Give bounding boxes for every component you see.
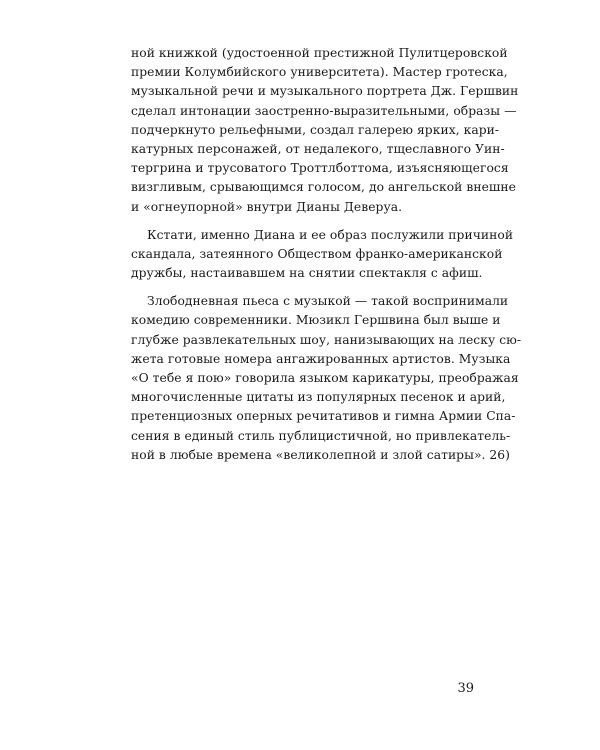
text-line: визгливым, срывающимся голосом, до ангельской внешне — [131, 180, 516, 195]
text-line: ной в любые времена «великолепной и злой сатиры». 26) — [131, 447, 511, 462]
text-line: претенциозных оперных речитативов и гимна Армии Спа- — [131, 409, 516, 424]
text-line: катурных персонажей, от недалекого, тщеславного Уин- — [131, 141, 505, 156]
text-line: премии Колумбийского университета). Мастер гротеска, — [131, 65, 508, 80]
page-number: 39 — [457, 681, 474, 696]
text-line: тергрина и трусоватого Троттлботтома, изъясняющегося — [131, 161, 509, 176]
text-line: многочисленные цитаты из популярных песенок и арий, — [131, 390, 506, 405]
paragraph-2 — [131, 226, 514, 284]
text-line: Кстати, именно Диана и ее образ послужили причиной — [147, 227, 514, 242]
body-text — [131, 44, 522, 474]
text-line: жета готовые номера ангажированных артистов. Музыка — [131, 351, 511, 366]
text-line: глубже развлекательных шоу, нанизывающих на леску сю- — [131, 332, 522, 347]
text-line: Злободневная пьеса с музыкой — такой воспринимали — [147, 294, 509, 309]
text-line: ной книжкой (удостоенной престижной Пулитцеровской — [131, 46, 508, 60]
paragraph-1 — [131, 44, 519, 217]
paragraph-3 — [131, 292, 522, 465]
text-line: подчеркнуто рельефными, создал галерею ярких, кари- — [131, 122, 500, 137]
text-line: комедию современники. Мюзикл Гершвина был выше и — [131, 313, 501, 328]
text-line: сения в единый стиль публицистичной, но привлекатель- — [131, 428, 511, 443]
text-line: музыкальной речи и музыкального портрета Дж. Гершвин — [131, 84, 519, 99]
text-line: «О тебе я пою» говорила языком карикатуры, преображая — [131, 371, 519, 385]
text-line: скандала, затеянного Обществом франко-американской — [131, 246, 503, 261]
text-line: и «огнеупорной» внутри Дианы Девеpуа. — [131, 199, 403, 214]
text-line: дружбы, настаивавшем на снятии спектакля с афиш. — [131, 266, 483, 281]
text-line: сделал интонации заостренно-выразительными, образы — — [131, 103, 517, 118]
